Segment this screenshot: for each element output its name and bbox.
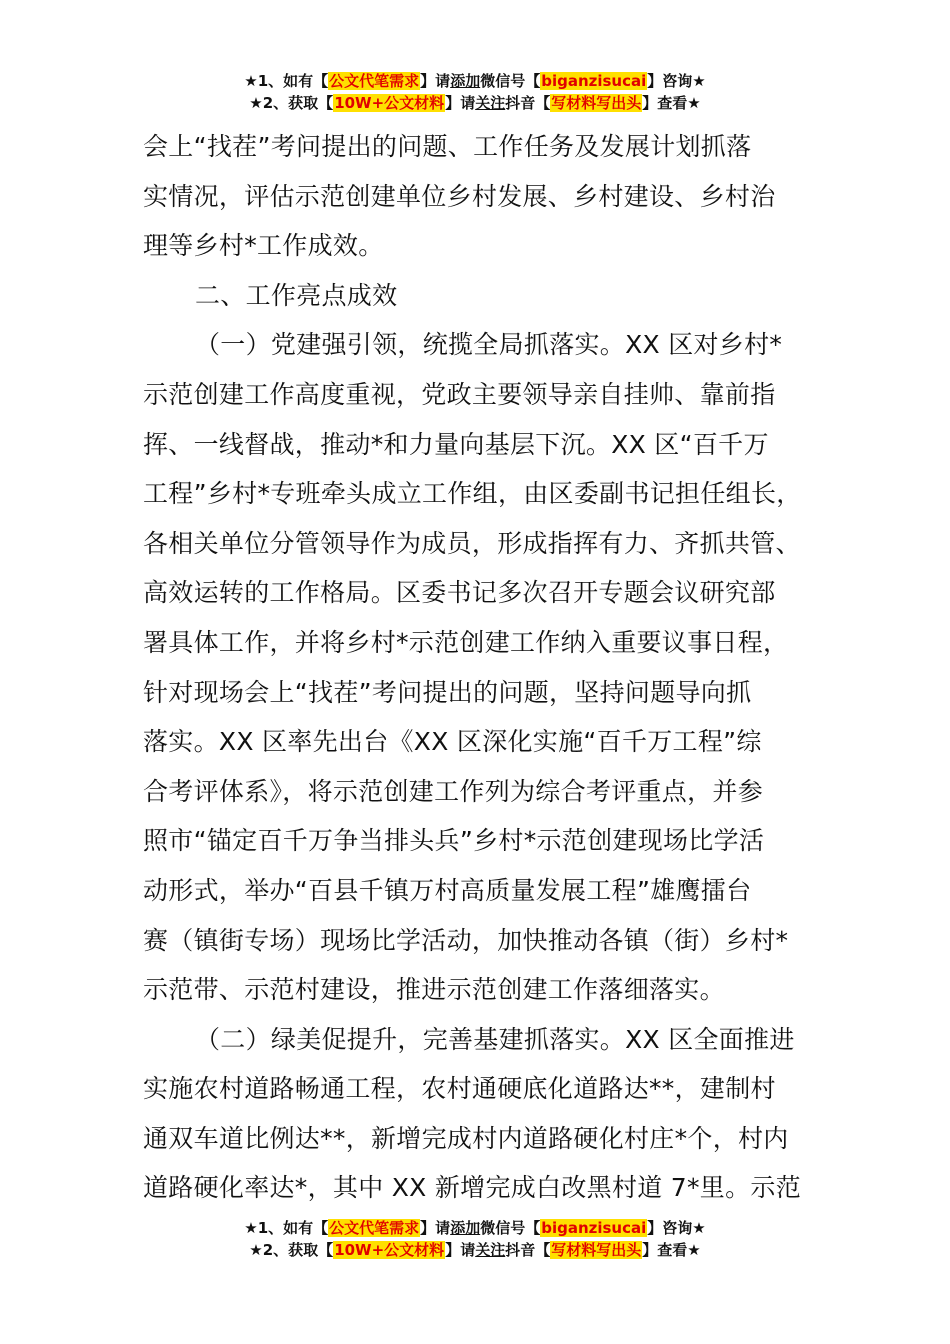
document-body — [143, 122, 808, 1213]
promo-line-2: ★2、获取【10W+公文材料】请关注抖音【写材料写出头】查看★ — [249, 94, 701, 112]
highlight-service: 公文代笔需求 — [329, 1219, 420, 1237]
highlight-materials: 10W+公文材料 — [334, 94, 445, 112]
paragraph-continued: 会上“找茬”考问提出的问题、工作任务及发展计划抓落 实情况，评估示范创建单位乡村发展、乡村建设、乡村治 理等乡村*工作成效。 — [143, 132, 776, 261]
highlight-service: 公文代笔需求 — [329, 72, 420, 90]
highlight-douyin-id: 写材料写出头 — [551, 1241, 642, 1259]
highlight-wechat-id: biganzisucai — [541, 1219, 647, 1237]
paragraph-infrastructure: （二）绿美促提升，完善基建抓落实。XX 区全面推进 实施农村道路畅通工程，农村通硬底化道路达**，建制村 通双车道比例达**，新增完成村内道路硬化村庄*个，村内 道路硬化率达*，其中 XX 新增完成白改黑村道 7*里。示范 — [143, 1024, 802, 1203]
promo-line-1: ★1、如有【公文代笔需求】请添加微信号【biganzisucai】咨询★ — [244, 72, 706, 90]
footer-promo-banner — [0, 1217, 950, 1261]
highlight-wechat-id: biganzisucai — [541, 72, 647, 90]
highlight-douyin-id: 写材料写出头 — [551, 94, 642, 112]
paragraph-party-building: （一）党建强引领，统揽全局抓落实。XX 区对乡村* 示范创建工作高度重视，党政主要领导亲自挂帅、靠前指 挥、一线督战，推动*和力量向基层下沉。XX 区“百千万 工程”乡村*专班牵头成立工作组，由区委副书记担任组长， 各相关单位分管领导作为成员，形成指挥有力、齐抓共管、 高效运转的工作格局。区委书记多次召开专题会议研究部 署具体工作，并将乡村*示范创建工作纳入重要议事日程， 针对现场会上“找茬”考问提出的问题，坚持问题导向抓 落实。XX 区率先出台《XX 区深化实施“百千万工程”综 合考评体系》，将示范创建工作列为综合考评重点，并参 照市“锚定百千万争当排头兵”乡村*示范创建现场比学活 动形式，举办“百县千镇万村高质量发展工程”雄鹰擂台 赛（镇街专场）现场比学活动，加快推动各镇（街）乡村* 示范带、示范村建设，推进示范创建工作落细落实。 — [143, 330, 802, 1005]
header-promo-banner — [0, 70, 950, 114]
promo-line-1: ★1、如有【公文代笔需求】请添加微信号【biganzisucai】咨询★ — [244, 1219, 706, 1237]
highlight-materials: 10W+公文材料 — [334, 1241, 445, 1259]
section-heading: 二、工作亮点成效 — [195, 280, 398, 310]
promo-line-2: ★2、获取【10W+公文材料】请关注抖音【写材料写出头】查看★ — [249, 1241, 701, 1259]
